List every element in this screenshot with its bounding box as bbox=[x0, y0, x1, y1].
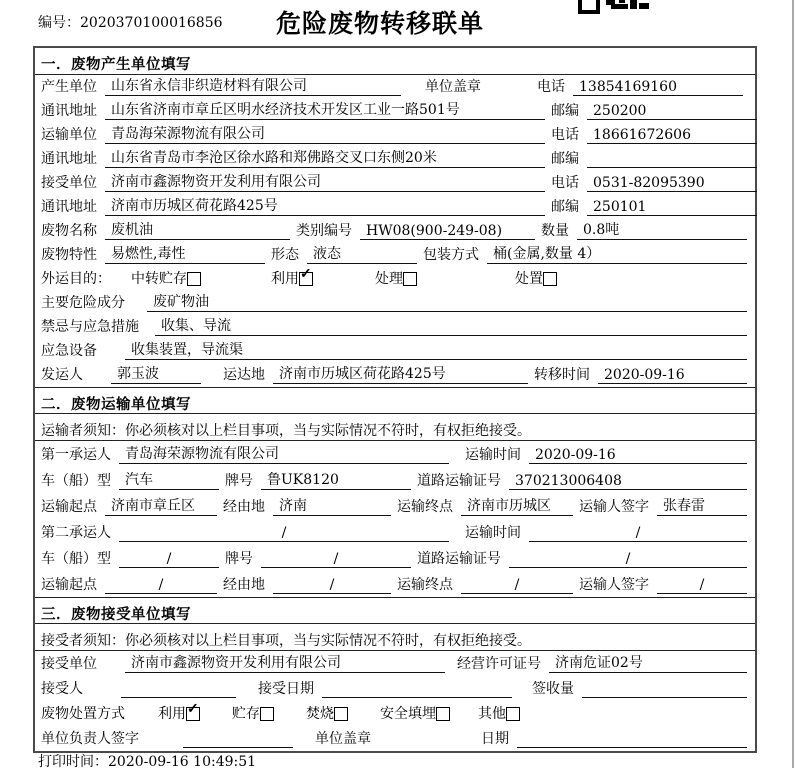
form-row bbox=[35, 545, 755, 571]
field-label: 接受单位 bbox=[41, 175, 97, 191]
field-label: 接受人 bbox=[41, 681, 83, 697]
form-row bbox=[35, 267, 755, 291]
static-text: 贮存 bbox=[232, 706, 260, 722]
field-value: 济南市历城区 bbox=[461, 495, 573, 516]
checkbox-checked-icon bbox=[186, 701, 200, 721]
field-value: 易燃性,毒性 bbox=[105, 243, 265, 264]
section-header-waste-transporter: 二．废物运输单位填写 bbox=[35, 387, 755, 414]
field-label: 运输时间 bbox=[465, 525, 521, 541]
field-value: 250101 bbox=[587, 199, 757, 216]
field-label: 主要危险成分 bbox=[41, 295, 125, 311]
field-label: 运输起点 bbox=[41, 499, 97, 515]
field-value: HW08(900-249-08) bbox=[360, 223, 535, 240]
field-label: 类别编号 bbox=[296, 223, 352, 239]
field-label: 运输时间 bbox=[465, 447, 521, 463]
checkbox-icon bbox=[543, 272, 557, 286]
field-value: 郭玉波 bbox=[111, 363, 201, 384]
field-value: / bbox=[461, 577, 573, 594]
field-value: 液态 bbox=[307, 243, 417, 264]
checkbox-icon bbox=[436, 707, 450, 721]
checkbox-icon bbox=[506, 707, 520, 721]
field-label: 外运目的： bbox=[41, 271, 111, 287]
field-value bbox=[121, 681, 236, 698]
field-value: 济南市鑫源物资开发利用有限公司 bbox=[125, 652, 445, 673]
manifest-table bbox=[33, 46, 757, 753]
print-time-label: 打印时间： bbox=[38, 754, 108, 770]
field-label: 转移时间 bbox=[534, 367, 590, 383]
checkbox-icon bbox=[260, 707, 274, 721]
field-label: 牌号 bbox=[225, 551, 253, 567]
checkbox-checked-icon bbox=[299, 266, 313, 286]
checkbox-icon bbox=[187, 272, 201, 286]
field-label: 接受单位 bbox=[41, 656, 97, 672]
static-text: 处置 bbox=[515, 271, 543, 287]
field-value: / bbox=[509, 551, 747, 568]
field-value: 0531-82095390 bbox=[587, 175, 757, 192]
field-value: 鲁UK8120 bbox=[261, 469, 411, 490]
field-value: 370213006408 bbox=[509, 473, 747, 490]
field-value: / bbox=[529, 525, 747, 542]
static-text: 利用 bbox=[158, 706, 186, 722]
field-label: 运输单位 bbox=[41, 127, 97, 143]
field-label: 车（船）型 bbox=[41, 473, 111, 489]
field-label: 运达地 bbox=[223, 367, 265, 383]
field-label: 通讯地址 bbox=[41, 151, 97, 167]
field-label: 产生单位 bbox=[41, 79, 97, 95]
form-row bbox=[35, 291, 755, 315]
field-label: 牌号 bbox=[225, 473, 253, 489]
check-mark: ✓ bbox=[300, 266, 312, 282]
field-label: 运输起点 bbox=[41, 577, 97, 593]
field-label: 电话 bbox=[551, 127, 579, 143]
field-label: 电话 bbox=[551, 175, 579, 191]
field-label: 应急设备 bbox=[41, 343, 97, 359]
field-label: 第一承运人 bbox=[41, 447, 111, 463]
checkbox-icon bbox=[403, 272, 417, 286]
field-label: 道路运输证号 bbox=[417, 473, 501, 489]
field-value: 2020-09-16 bbox=[529, 447, 747, 464]
field-label: 通讯地址 bbox=[41, 199, 97, 215]
field-label: 经由地 bbox=[223, 577, 265, 593]
field-value: 济南 bbox=[273, 495, 391, 516]
field-label: 签收量 bbox=[532, 681, 574, 697]
field-label: 邮编 bbox=[551, 199, 579, 215]
field-label: 运输终点 bbox=[397, 577, 453, 593]
form-row bbox=[35, 676, 755, 701]
field-value: 收集装置，导流渠 bbox=[125, 339, 747, 360]
field-label: 第二承运人 bbox=[41, 525, 111, 541]
form-row bbox=[35, 493, 755, 519]
field-label: 单位负责人签字 bbox=[41, 731, 139, 747]
field-label: 废物特性 bbox=[41, 247, 97, 263]
field-value: 0.8吨 bbox=[577, 219, 747, 240]
form-row bbox=[35, 726, 755, 751]
field-label: 日期 bbox=[481, 731, 509, 747]
field-value: 青岛海荣源物流有限公司 bbox=[105, 123, 545, 144]
static-text: 处理 bbox=[375, 271, 403, 287]
field-value bbox=[517, 731, 747, 748]
field-value: 济南危证02号 bbox=[549, 652, 747, 673]
field-value: / bbox=[119, 525, 449, 542]
field-value: / bbox=[657, 577, 747, 594]
viewer-edge-line bbox=[792, 0, 794, 768]
static-text: 利用 bbox=[271, 271, 299, 287]
form-row bbox=[35, 195, 755, 219]
form-row bbox=[35, 441, 755, 467]
page-title: 危险废物转移联单 bbox=[275, 9, 484, 38]
form-row bbox=[35, 339, 755, 363]
form-row bbox=[35, 315, 755, 339]
field-value: 青岛海荣源物流有限公司 bbox=[119, 443, 449, 464]
section-header-waste-receiver: 三．废物接受单位填写 bbox=[35, 597, 755, 624]
field-value: / bbox=[273, 577, 391, 594]
field-value: 山东省永信非织造材料有限公司 bbox=[105, 75, 401, 96]
field-label: 道路运输证号 bbox=[417, 551, 501, 567]
check-mark: ✓ bbox=[187, 701, 199, 717]
field-value: 18661672606 bbox=[587, 127, 757, 144]
form-row bbox=[35, 651, 755, 676]
field-value bbox=[587, 151, 757, 168]
field-label: 通讯地址 bbox=[41, 103, 97, 119]
field-label: 邮编 bbox=[551, 103, 579, 119]
field-value: 济南市历城区荷花路425号 bbox=[273, 363, 528, 384]
field-value: 废矿物油 bbox=[147, 291, 747, 312]
field-label: 废物处置方式 bbox=[41, 706, 125, 722]
form-row bbox=[35, 571, 755, 597]
form-row bbox=[35, 701, 755, 726]
field-label: 发运人 bbox=[41, 367, 83, 383]
field-label: 数量 bbox=[541, 223, 569, 239]
document-header bbox=[0, 0, 796, 46]
field-value: 收集、导流 bbox=[155, 315, 747, 336]
field-value: / bbox=[119, 551, 219, 568]
static-text: 单位盖章 bbox=[315, 731, 371, 747]
serial-value: 2020370100016856 bbox=[80, 15, 223, 31]
field-value: 山东省济南市章丘区明水经济技术开发区工业一路501号 bbox=[105, 99, 545, 120]
notice-waste-transporter: 运输者须知：你必须核对以上栏目事项，当与实际情况不符时，有权拒绝接受。 bbox=[35, 414, 755, 441]
field-label: 经由地 bbox=[223, 499, 265, 515]
field-value: 桶(金属,数量 4） bbox=[487, 243, 747, 264]
static-text: 焚烧 bbox=[306, 706, 334, 722]
print-time-value: 2020-09-16 10:49:51 bbox=[108, 754, 257, 770]
form-row bbox=[35, 99, 755, 123]
form-row bbox=[35, 519, 755, 545]
field-label: 运输终点 bbox=[397, 499, 453, 515]
form-row bbox=[35, 147, 755, 171]
field-label: 电话 bbox=[537, 79, 565, 95]
field-label: 废物名称 bbox=[41, 223, 97, 239]
checkbox-icon bbox=[334, 707, 348, 721]
form-row bbox=[35, 123, 755, 147]
field-label: 接受日期 bbox=[258, 681, 314, 697]
field-value: 250200 bbox=[587, 103, 757, 120]
field-label: 经营许可证号 bbox=[457, 656, 541, 672]
field-value: 2020-09-16 bbox=[598, 367, 747, 384]
qr-code-fragment bbox=[578, 0, 650, 10]
form-row bbox=[35, 243, 755, 267]
static-text: 中转贮存 bbox=[131, 271, 187, 287]
field-value: 汽车 bbox=[119, 469, 219, 490]
field-label: 形态 bbox=[271, 247, 299, 263]
field-label: 运输人签字 bbox=[579, 499, 649, 515]
field-value: / bbox=[261, 551, 411, 568]
field-label: 包装方式 bbox=[423, 247, 479, 263]
field-value: 济南市鑫源物资开发利用有限公司 bbox=[105, 171, 545, 192]
field-value: 张春雷 bbox=[657, 495, 747, 516]
field-value: 济南市历城区荷花路425号 bbox=[105, 195, 545, 216]
form-row bbox=[35, 363, 755, 387]
field-value bbox=[582, 681, 747, 698]
field-value: 山东省青岛市李沧区徐水路和郑佛路交叉口东侧20米 bbox=[105, 147, 545, 168]
print-time bbox=[38, 751, 256, 771]
field-value: / bbox=[105, 577, 217, 594]
qr-finder-pattern bbox=[578, 0, 600, 14]
static-text: 单位盖章 bbox=[425, 79, 481, 95]
form-row bbox=[35, 467, 755, 493]
form-row bbox=[35, 75, 755, 99]
static-text: 安全填埋 bbox=[380, 706, 436, 722]
field-value: 废机油 bbox=[105, 219, 290, 240]
field-value bbox=[183, 731, 293, 748]
field-label: 禁忌与应急措施 bbox=[41, 319, 139, 335]
field-label: 车（船）型 bbox=[41, 551, 111, 567]
serial-label: 编号： bbox=[38, 15, 80, 31]
field-value: 13854169160 bbox=[573, 79, 743, 96]
static-text: 其他 bbox=[478, 706, 506, 722]
notice-waste-receiver: 接受者须知：你必须核对以上栏目事项，当与实际情况不符时，有权拒绝接受。 bbox=[35, 624, 755, 651]
field-value: 济南市章丘区 bbox=[105, 495, 217, 516]
section-header-waste-generator: 一．废物产生单位填写 bbox=[35, 48, 755, 75]
field-value bbox=[322, 681, 512, 698]
field-label: 邮编 bbox=[551, 151, 579, 167]
form-row bbox=[35, 219, 755, 243]
field-label: 运输人签字 bbox=[579, 577, 649, 593]
form-row bbox=[35, 171, 755, 195]
